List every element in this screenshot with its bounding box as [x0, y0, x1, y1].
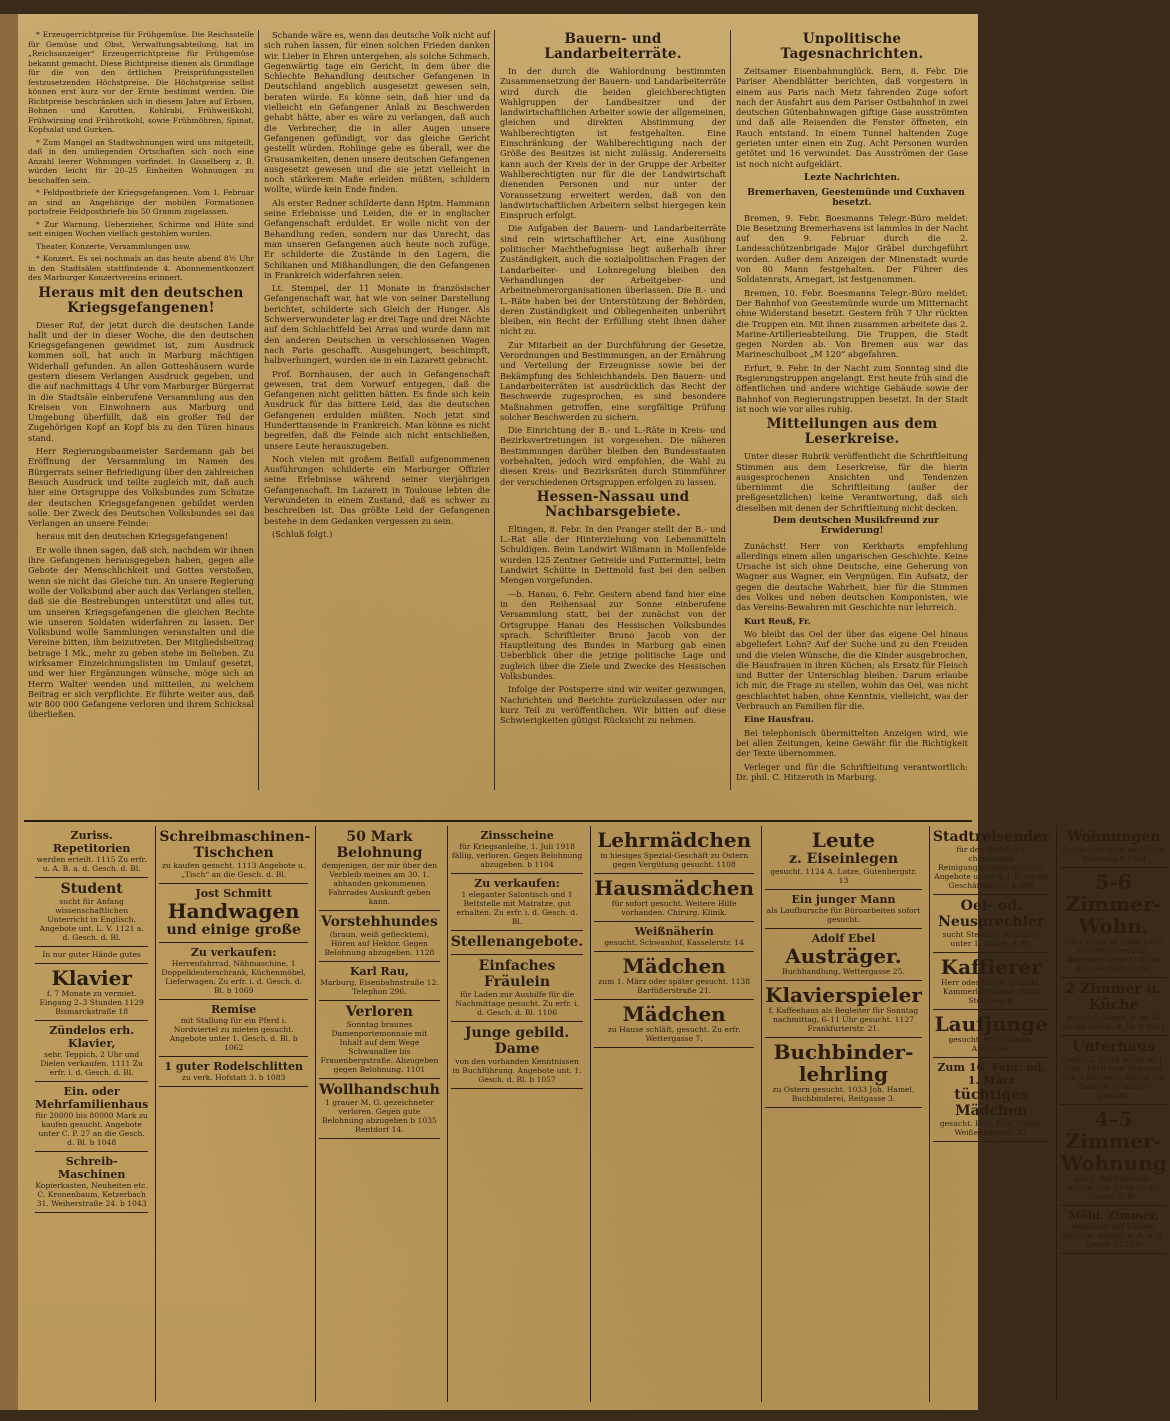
ad-heading: Schreib-Maschinen [57, 1155, 126, 1181]
ad-heading: und einige große [166, 922, 301, 938]
reader-letter: Wo bleibt das Oel der über das eigene Oel hinaus abgeliefert Lohn? Auf der Suche und zu den Freuden und die vielen Wünsche, die die Kinder ausgebrochen, die Hausfrauen in ihren Küchen; als Ersatz für Fleisch und Butter der Unterschlag bleiben. Darum erlaube ich mir, die Frage zu stellen, wohin das Oel, was nicht geschlachtet haben, ohne Kenntnis, vielleicht, was der Verbrauch an Familien für die. [736, 628, 968, 712]
ad-text: Herr oder Dame, gesucht. Kammerlichtspiele, 1040 Steinweg 4. [940, 978, 1042, 1005]
ad-heading: Handwagen [167, 899, 300, 923]
ad-heading: Schreibmaschinen-Tischchen [159, 829, 311, 861]
ad-text: Buchhandlung, Wettergasse 25. [782, 967, 905, 976]
ad-column [315, 826, 443, 1402]
ad-text: per 1. April gesucht. Angeb. unt. 1106 an die Gesch. d. Bl. [1067, 1174, 1160, 1201]
column-4 [736, 30, 968, 810]
classified-ad [1060, 868, 1166, 978]
article-paragraph: heraus mit den deutschen Kriegsgefangenen! [36, 531, 229, 542]
section-headline: Mitteilungen aus dem Leserkreise. [766, 416, 938, 448]
ad-heading: Einfaches Fräulein [478, 958, 556, 990]
ad-text: zu verk. Hofstatt 3. b 1083 [181, 1073, 286, 1082]
classified-ad [319, 911, 440, 962]
ad-text: Marburg, Eisenbahnstraße 12. Telephon 296. [320, 978, 439, 996]
ad-text: sucht Stellung. Angebote unter 1. Gesch. d. Bl. [942, 930, 1040, 948]
ad-heading: Verloren [345, 1004, 413, 1020]
local-notice: * Feldpostbriefe der Kriegsgefangenen. Vom 1. Februar an sind an Angehörige der mobilen Formationen portofreie Feldpostbriefe bis 50 Gramm zugelassen. [28, 188, 254, 216]
article-paragraph: Prof. Bornhausen, der auch in Gefangenschaft gewesen, trat dem Vorwurf entgegen, daß die Gefangenen nicht gelitten hätten. Es finde sich kein Ausdruck für das bittere Leid, das die deutschen Gefangenen erdulden müßten. Noch jetzt sind Hunderttausende in Frankreich. Man könne es nicht begreifen, daß die Feinde sich nicht entschließen, unsere Leute herauszugeben. [264, 368, 490, 451]
classified-ad [1060, 1105, 1166, 1206]
classified-ad [159, 1057, 308, 1087]
local-notice: * Konzert. Es sei nochmals an das heute abend 8½ Uhr in den Stadtsälen stattfindende 4. Abonnementkonzert des Marburger Konzertvereins erinnert. [28, 254, 254, 282]
classified-ad [1060, 1206, 1166, 1254]
classified-ad [35, 1021, 148, 1082]
reader-letter: Zunächst! Herr von Kerkharts empfehlung allerdings einem allen ungarischen Geschichte. Keine Ursache ist sich ohne Deutsche, eine Geherung von Wagner aus Wagner, ein Vergnügen. Ein Aufsatz, der gegen die deutsche Wahrheit, hier für die Stimmen des Volkes und neben deutschen Komponisten, wie das Vereins-Bewahren mit Geschichte nur lehrreich. [736, 540, 968, 613]
ad-text: für den Vertrieb v. chemischen Reinigungsmitteln gesucht. Angebote unter A. J. B. an die Geschäftsstelle. b 990 [934, 845, 1049, 890]
ad-heading: Zuriss. Repetitorien [52, 829, 131, 855]
classified-ad [35, 1082, 148, 1152]
ad-column [155, 826, 311, 1402]
classified-ad [765, 826, 922, 890]
classified-ad [35, 964, 148, 1021]
ad-text: mit Stallung für ein Pferd i. Nordviertel zu mieten gesucht. Angebote unter 1. Gesch. d. Bl. b 1062 [169, 1016, 298, 1052]
classified-ad [451, 826, 584, 874]
ad-text: zu Hause schläft, gesucht. Zu erfr. Wettergasse 7. [607, 1025, 741, 1043]
ad-heading: Zündelos erh. Klavier, [49, 1024, 135, 1050]
classified-ad [594, 826, 754, 874]
classified-ad [594, 922, 754, 952]
article-paragraph: Er wolle ihnen sagen, daß sich, nachdem wir ihnen ihre Gefangenen herausgegeben haben, gegen alle Gebote der Menschlichkeit und Gottes verstoßen, wenn sie nicht das Gleiche tun. An unsere Regierung wolle der Volksbund aber auch das Verlangen stellen, daß sie die Bestrebungen unterstützt und alles tut, um unseren Kriegsgefangenen die gleichen Rechte wie unseren Soldaten widerfahren zu lassen. Der Volksbund wolle Sammlungen veranstalten und die Vereine bitten, ihm beizutreten. Der Mitgliedsbeitrag betrage 1 Mk., mehr zu geben stehe im Belieben. Zu wirksamer Einzeichnungslisten im Umlauf gesetzt, und wer hier Ergänzungen wünsche, möge sich an Herrn Walter wenden und mitteilen, zu welchem Beitrag er sich verpflichte. Er führte weiter aus, daß wir 800 000 Gefangene verloren und ihrem Schicksal überließen. [28, 544, 254, 720]
classified-ad [765, 1038, 922, 1108]
classified-ad [319, 826, 440, 911]
ad-heading: Zinsscheine [480, 829, 554, 842]
adjacent-page-edge [0, 14, 18, 1410]
column-1 [28, 30, 254, 810]
ad-heading: Zu verkaufen: [474, 877, 560, 890]
classified-ad [35, 878, 148, 947]
ad-text: als Laufbursche für Büroarbeiten sofort gesucht. [766, 906, 921, 924]
ad-heading: Mädchen [622, 1002, 726, 1026]
classified-ad [451, 955, 584, 1022]
classified-ad [319, 962, 440, 1001]
ad-heading: Jost Schmitt [195, 887, 272, 900]
ad-text: Kopierkasten, Neuheiten etc. C. Kronenbaum, Ketzerbach 31. Weiherstraße 24. b 1043 [35, 1181, 148, 1208]
ad-heading: Leute [811, 828, 876, 852]
classified-ads [32, 826, 1167, 1402]
reader-letter: Unter dieser Rubrik veröffentlicht die Schriftleitung Stimmen aus dem Leserkreise, für die hierin ausgesprochenen Ansichten und Tendenzen übernimmt die Schriftleitung (außer der preßgesetzlichen) keine Verantwortung, daß sich dieselben mit denen der Schriftleitung nicht decken. [736, 451, 968, 513]
ad-text: 1 grauer M. G. gezeichneter verloren. Gegen gute Belohnung abzugeben b 1035 Rentdorf 14. [322, 1098, 437, 1134]
ad-text: gesucht. 987 Einhorn-Apotheke. [948, 1035, 1034, 1053]
ad-heading: Unterhaus [1072, 1039, 1155, 1055]
classified-ad [765, 929, 922, 981]
ad-heading: 2 Zimmer u. Küche [1065, 981, 1162, 1013]
ad-text: möglichst mit Klavier, gesucht. Angeb. u. A. 4. d. Gesch. 1133 b [1062, 1222, 1165, 1249]
article-paragraph: Herr Regierungsbaumeister Sardemann gab bei Eröffnung der Versammlung im Namen des Bürgerrats seiner Befriedigung über den zahlreichen Besuch Ausdruck und teilte zugleich mit, daß auch hier eine Ortsgruppe des Volksbundes zum Schutze der deutschen Kriegsgefangenen gebildet werden solle. Der Zweck des Deutschen Volksbundes sei das Verlangen an unsere Feinde: [28, 446, 254, 529]
ad-heading: tüchtiges Mädchen [954, 1087, 1029, 1119]
ad-text: gesucht. Angeb. u. W. 58 an die Gesch. d. Bl. b 1061 [1061, 1013, 1166, 1031]
section-headline: Unpolitische Tagesnachrichten. [780, 31, 924, 62]
ad-heading: Lehrmädchen [597, 828, 752, 852]
ad-heading: Möbl. Zimmer, [1068, 1209, 1159, 1222]
ad-text: für Laden zur Aushilfe für die Nachmittage gesucht. Zu erfr. i. d. Gesch. d. Bl. 1106 [455, 990, 579, 1017]
news-item: Eltingen, 8. Febr. In den Pranger stellt der B.- und L.-Rat alle der Hinterziehung von Lebensmitteln Schuldigen. Beim Landwirt Wißmann in Mollenfelde wurden 125 Zentner Getreide und Futtermittel, beim Landwirt Schütte in Dettmold fast bei den selben Mengen vorgefunden. [500, 523, 726, 586]
news-item: Bremen, 10. Febr. Boesmanns Telegr.-Büro meldet: Der Bahnhof von Geestemünde wurde um Mitternacht ohne Widerstand besetzt. Gestern früh 7 Uhr rückten die Truppen ein. Mit ihnen zusammen arbeitete das 2. Marine-Artillerieabteilung. Die Truppen, die Stadt gegen Norden ab. Von Bremen aus war das Marineschulboot „M 120“ abgefahren. [736, 287, 968, 360]
local-notice: Theater, Konzerte, Versammlungen usw. [36, 241, 191, 251]
reader-letter: Kurt Reuß, Fr. [744, 615, 811, 626]
classified-ad [451, 931, 584, 955]
newspaper-page [18, 14, 1167, 1410]
ad-heading: Wollhandschuh [319, 1082, 440, 1098]
classified-ad [319, 1001, 440, 1079]
ad-text: in hiesiges Spezial-Geschäft zu Ostern gegen Vergütung gesucht. 1108 [600, 851, 749, 869]
ad-text: von den vorhanden Kenntnissen in Buchführung. Angebote unt. 1. Gesch. d. Bl. b 1057 [452, 1057, 582, 1084]
ad-heading: Zum 16. Febr. od. 1. März [937, 1061, 1046, 1087]
news-item: Infolge der Postsperre sind wir weiter gezwungen, Nachrichten und Berichte zurückzulassen oder nur kurz Teil zu veröffentlichen. Wir bitten auf diese Schwierigkeiten gütigst Rücksicht zu nehmen. [500, 684, 726, 726]
reader-letter: Bei telephonisch übermittelten Anzeigen wird, wie bei allen Zeitungen, keine Gewähr für die Richtigkeit der Texte übernommen. [736, 727, 968, 759]
ad-heading: Stadtreisender [932, 829, 1050, 845]
subsection-headline: Lezte Nachrichten. [803, 172, 900, 183]
local-notice: * Zur Warnung. Ueberzieher, Schirme und Hüte sind seit einigen Wochen vielfach gestohlen worden. [28, 219, 254, 238]
ad-text: In nur guter Hände gutes [42, 950, 141, 959]
ad-heading: Ein. oder Mehrfamilienhaus [35, 1085, 149, 1111]
ad-heading: Zu verkaufen: [190, 946, 277, 959]
ad-column [32, 826, 151, 1402]
ad-text: f. Kaffeehaus als Begleiter für Sonntag nachmittag, 6–11 Uhr gesucht. 1127 Frankfurterstr. 21. [768, 1006, 919, 1033]
ad-heading: Vorstehhundes [321, 914, 438, 930]
ad-text: oder Etage in guter Lage zu mieten gesucht. Angebote unter O. Z. an die Geschäftsstelle. [1065, 937, 1163, 973]
article-paragraph: Die Aufgaben der Bauern- und Landarbeiterräte sind rein wirtschaftlicher Art, eine Ausübung politischer Machtbefugnisse liegt außerhalb ihrer Zuständigkeit, auch die sozialpolitischen Fragen der Landarbeiter- und Lohnregelung bleiben den Verhandlungen der Arbeitgeber- und Arbeitnehmerorganisationen überlassen. Die B.- und L.-Räte haben bei der Unterstützung der Behörden, deren Zuständigkeit und Obliegenheiten unberührt bleiben, ein Recht der Erfüllung steht ihnen daher nicht zu. [500, 223, 726, 337]
news-item: Bremerhaven, Geestemünde und Cuxhaven besetzt. [747, 187, 965, 209]
ad-text: gesucht. 1124 A. Lotze, Gutenbergstr. 13 [770, 867, 917, 885]
column-rule [494, 30, 495, 790]
classified-ad [1060, 826, 1166, 868]
ad-heading: Stellenangebote. [450, 934, 584, 950]
classified-ad [35, 826, 148, 878]
ad-heading: Mädchen [622, 954, 726, 978]
section-headline: Bauern- und Landarbeiterräte. [544, 31, 682, 62]
ad-text: Sonntag braunes Damenportemonnaie mit Inhalt auf dem Wege Schwanallee bis Frauenbergstraße. Abzugeben gegen Belohnung. 1101 [320, 1020, 439, 1074]
classified-ad [319, 1079, 440, 1139]
article-paragraph: Dieser Ruf, der jetzt durch die deutschen Lande hallt und der in dieser Woche, die den deutschen Kriegsgefangenen gewidmet ist, zum Ausdruck kommen soll, hat auch in Marburg mächtigen Widerhall gefunden. An allen Gotteshäusern wurde gestern diesem Verlangen Ausdruck gegeben, und die auf nachmittags 4 Uhr vom Marburger Bürgerrat in die Stadtsäle einberufene Versammlung aus den Kreisen von Einwohnern aus Marburg und Umgebung überfüllt, daß ein großer Teil der Zugehörigen Kopf an Kopf bis zu den Türen hinaus stand. [28, 319, 254, 443]
news-item: —b. Hanau, 6. Febr. Gestern abend fand hier eine in den Reihensaal zur Sonne einberufene Versammlung statt, bei der zunächst von der Ortsgruppe Hanau des Hessischen Volksbundes sprach. Schriftleiter Bruno Jacob von der Hauptleitung des Bundes in Marburg gab einen Ueberblick über die jetzige politische Lage und zugleich über die Ziele und Zwecke des Hessischen Volksbundes. [500, 588, 726, 682]
news-item: Bremen, 9. Febr. Boesmanns Telegr.-Büro meldet: Die Besetzung Bremerhavens ist lammlos in der Nacht auf den 9. Februar durch die 2. Landesschützenbrigade Major Gräbel durchgeführt worden. Außer dem Anzeigen der Minenstadt wurde von 80 Mann festgehalten. Der Führer des Soldatenrats, Arnegart, ist festgenommen. [736, 212, 968, 285]
article-paragraph: Noch vielen mit großem Beifall aufgenommenen Ausführungen schilderte ein Marburger Offizier seine Erlebnisse während seiner vierjährigen Gefangenschaft. Im Lazarett in Toulouse lebten die Verwundeten in einem Zustand, daß es schwer zu beschreiben ist. Das größte Leid der Gefangenen bestehe in dem Gedanken vergessen zu sein. [264, 453, 490, 526]
ad-heading: Student [60, 881, 123, 897]
reader-letter: Verleger und für die Schriftleitung verantwortlich: Dr. phil. C. Hitzeroth in Marburg. [736, 761, 968, 782]
classified-ad [451, 1022, 584, 1089]
ad-heading: Buchbinder-lehrling [773, 1040, 914, 1086]
classified-ad [1060, 1036, 1166, 1105]
ad-heading: Laufjunge [934, 1012, 1048, 1036]
column-2 [264, 30, 490, 810]
article-headline: Heraus mit den deutschen Kriegsgefangenen! [38, 284, 244, 316]
news-item: Zeitsamer Eisenbahnunglück. Bern, 8. Febr. Die Pariser Abendblätter berichten, daß vorgestern in einem aus Paris nach Metz fahrenden Zuge sofort nach der Ausfahrt aus dem Pariser Ostbahnhof in zwei deutschen Gütenbahnwagen giftige Gase ausströmten und daß alle Reisenden die Fenster öffneten, ein Rauch entstand. In einem Tunnel haltenden Zuge gerieten unter einen ein Zug. Acht Personen wurden getötet und 16 verwundet. Das Ausströmen der Gase ist noch nicht aufgeklärt. [736, 66, 968, 169]
ad-text: werden erteilt. 1115 Zu erfr. u. A. B. a. d. Gesch. d. Bl. [36, 855, 147, 873]
article-paragraph: In der durch die Wahlordnung bestimmten Zusammensetzung der Bauern- und Landarbeiterräte wird durch die beiden gleichberechtigten Wahlgruppen der Landbesitzer und der landwirtschaftlichen Arbeiter sowie der allgemeinen, gleichen und direkten Abstimmung der Wahlberechtigten ist festgehalten. Eine Einschränkung der Wahlberechtigung nach der Größe des Besitzes ist nicht zulässig. Andererseits kann auch der Kreis der in der Gruppe der Arbeiter Wahlberechtigten nur für die der Landwirtschaft dienenden Personen und nur unter der Voraussetzung erweitert werden, daß von den landwirtschaftlichen Arbeitern selbst hiergegen kein Einspruch erfolgt. [500, 66, 726, 221]
ad-heading: Remise [211, 1003, 257, 1016]
section-headline: Hessen-Nassau und Nachbarsgebiete. [536, 488, 690, 520]
ad-heading: Oel- od. Neusprechler [938, 898, 1045, 930]
column-rule [258, 30, 259, 790]
classified-ad [933, 1058, 1050, 1142]
ad-text: Suche eine gute möblierte Wohnung b 1064 [1062, 845, 1165, 863]
ad-text: sucht für Anfang wissenschaftlichen Unterricht in Englisch. Angebote unt. L. V. 1121 a. d. Gesch. d. Bl. [39, 897, 144, 942]
ad-heading: Hausmädchen [594, 876, 755, 900]
ad-text: für sofort gesucht. Weitere Hilfe vorhanden. Chirurg. Klinik. [611, 899, 737, 917]
ad-column [929, 826, 1053, 1402]
ad-heading: Junge gebild. Dame [464, 1025, 570, 1057]
article-paragraph: Schande wäre es, wenn das deutsche Volk nicht auf sich ruhen lassen, für einen solchen Frieden danken wir. Lieber in Ehren untergehen, als solche Schmach. Gegenwärtig tage ein Gericht, in dem über die Schlechte Behandlung deutscher Gefangenen in Deutschland angeblich ausgesetzt gewesen sein, beraten würde. Es könne sein, daß hier und da vielleicht ein Gefangener Anlaß zu Beschwerden gehabt hätte, aber es wäre zu verlangen, daß auch die Verbrecher, die in aller Augen unsere Gefangenen gefündigt, vor das gleiche Gericht gestellt würden. Rohlinge gebe es überall, wer die Grausamkeiten, denen unsere deutschen Gefangenen ausgesetzt gewesen und die sie jetzt vielleicht in noch stärkerem Maße erleiden müßten, schildern wollte, würde kein Ende finden. [264, 30, 490, 195]
ad-column [447, 826, 587, 1402]
ad-column [1056, 826, 1169, 1402]
classified-ad [933, 1010, 1050, 1058]
classified-ad [594, 874, 754, 922]
classified-ad [35, 947, 148, 964]
article-paragraph: Die Einrichtung der B.- und L.-Räte in Kreis- und Bezirksvertretungen ist vorgesehen. Die näheren Bestimmungen darüber bleiben den Bundesstaaten vorbehalten, jedoch wird empfohlen, die Wahl zu diesen Kreis- und Bezirksräten durch Stimmführer der verschiedenen Ortsgruppen erfolgen zu lassen. [500, 425, 726, 487]
ad-text: zum 1. März oder später gesucht. 1138 Barfüßerstraße 21. [598, 977, 751, 995]
reader-letter: Eine Hausfrau. [744, 714, 814, 725]
local-notice: * Zum Mangel an Stadtwohnungen wird uns mitgeteilt, daß in den umliegenden Ortschaften sich noch eine Anzahl leerer Wohnungen vorfindet. In Gisselberg z. B. würden leicht für 20–25 Einheiten Wohnungen zu beschaffen sein. [28, 137, 254, 185]
classified-ad [35, 1152, 148, 1213]
ad-text: für Kriegsanleihe, 1. Juli 1918 fällig, verloren. Gegen Belohnung abzugeben. b 1104 [451, 842, 583, 869]
ad-heading: Weißnäherin [634, 925, 714, 938]
ad-text: Herrenfahrrad, Nähmaschine, 1 Doppelkleiderschrank, Küchenmöbel, Lieferwagen. Zu erfr. i. d. Gesch. d. Bl. b 1069 [161, 959, 307, 995]
classified-ad [933, 895, 1050, 953]
classified-ad [159, 1000, 308, 1057]
ad-heading: z. Eiseinlegen [788, 851, 899, 867]
ad-column [590, 826, 757, 1402]
ad-heading: Kaffierer [940, 955, 1042, 979]
ad-heading: Klavier [51, 966, 132, 990]
ad-heading: Klavierspieler [765, 983, 922, 1007]
ad-text: sehr. Teppich, 2 Uhr und Dielen verkaufen. 1111 Zu erfr. i. d. Gesch. d. Bl. [40, 1050, 143, 1077]
column-rule [730, 30, 731, 790]
classified-ad [159, 826, 311, 884]
ad-text: f. 7 Monate zu vermiet. Eingang 2–3 Stunden 1129 Bismarckstraße 18 [39, 989, 144, 1016]
classified-ad [933, 953, 1050, 1010]
ad-heading: 4–5 Zimmer-Wohnung [1060, 1107, 1167, 1175]
ad-text: gesucht. Frau Prof. Tiebel, Weißenburgstr. 30. [939, 1119, 1043, 1137]
ad-column [761, 826, 925, 1402]
classified-ad [451, 874, 584, 931]
ad-text: demjenigen, der mir über den Verbleib meines am 30. 1. abhanden gekommenen Fahrrades Auskunft geben kann. [321, 861, 438, 906]
ad-heading: 1 guter Rodelschlitten [164, 1060, 303, 1073]
classified-ad [933, 826, 1050, 895]
ad-text: (braun, weiß geflecktem), Hören auf Hektor. Gegen Belohnung abzugeben. 1128 [324, 930, 435, 957]
ad-text: 1 eleganter Salontisch und 1 Bettstelle mit Matratze, gut erhalten. Zu erfr. i. d. Gesch. d. Bl. [456, 890, 578, 926]
classified-ad [159, 943, 308, 1000]
ad-text: für 20000 bis 80000 Mark zu kaufen gesucht. Angebote unter C. P. 27 an die Gesch. d. Bl. b 1048 [35, 1111, 148, 1147]
ads-divider [24, 820, 972, 822]
ad-heading: Karl Rau, [350, 965, 409, 978]
classified-ad [1060, 978, 1166, 1036]
ad-text: zu Ostern gesucht. 1033 Joh. Hamel, Buchbinderei, Reitgasse 3. [772, 1085, 915, 1103]
ad-text: gesucht. Schwanhof, Kasselerstr. 14 [604, 938, 744, 947]
column-3 [500, 30, 726, 810]
classified-ad [594, 1000, 754, 1048]
ad-heading: Ein junger Mann [791, 893, 896, 906]
article-paragraph: Lt. Stempel, der 11 Monate in französischer Gefangenschaft war, hat wie von seiner Darstellung berichtet, schilderte sich Gleich der Hunger. Als Schwerverwundeter lag er drei Tage und drei Nächte auf dem Schlachtfeld bei Arras und wurde dann mit den anderen Deutschen in verschlossenen Wagen nach Paris geschafft. Ausgehungert, beschimpft, halbverhungert, wurden sie in ein Lazarett gebracht. [264, 283, 490, 366]
ad-heading: Austräger. [785, 944, 902, 968]
article-paragraph: Zur Mitarbeit an der Durchführung der Gesetze, Verordnungen und Bestimmungen, an der Ernährung und Verteilung der Erzeugnisse sowie bei der Bekämpfung des Schleichhandels. Den Bauern- und Landarbeiterräten ist ausdrücklich das Recht der Beschwerde zugesprochen, es sind besondere Maßnahmen getroffen, eine sorgfältige Prüfung solcher Beschwerden zu sichern. [500, 339, 726, 422]
ad-heading: 5-6 Zimmer-Wohn. [1065, 870, 1162, 938]
classified-ad [765, 981, 922, 1038]
ad-text: Gegen 2. Stock fertig ist 1. Febr. 1919 eine Wohnung von 3 Zimmern, Küche mit Zubehör zu mieten gesucht. [1061, 1055, 1166, 1100]
ad-heading: 50 Mark Belohnung [336, 829, 423, 861]
classified-ad [765, 890, 922, 929]
local-notice: * Erzeugerrichtpreise für Frühgemüse. Die Reichsstelle für Gemüse und Obst, Verwaltungsabteilung, hat im „Reichsanzeiger“ Erzeugerrichtpreise für Frühgemüse bekannt gemacht. Diese Richtpreise dienen als Grundlage für die von den örtlichen Preisprüfungsstellen festzusetzenden Höchstpreise. Die Höchstpreise selbst können erst kurz vor der Ernte bestimmt werden. Die Richtpreise beschränken sich in diesem Jahre auf Erbsen, Bohnen und Karotten, Kohlrabi, Frühweißkohl, Frühwirsing und Frührotkohl, sowie Frühmöhren, Spinat, Kopfsalat und Gurken. [28, 30, 254, 134]
ad-text: zu kaufen gesucht. 1113 Angebote u. „Tisch“ an die Gesch. d. Bl. [162, 861, 306, 879]
ad-heading: Wohnungen [1066, 829, 1161, 845]
ad-heading: Adolf Ebel [811, 932, 876, 945]
article-paragraph: Als erster Redner schilderte dann Hptm. Hammann seine Erlebnisse und Leiden, die er in englischer Gefangenschaft erduldet. Er wolle nicht von der Behandlung reden, sondern nur das Unrecht, das man unseren Gefangenen auch heute noch zufüge. Er schilderte die Zustände in den Lagern, die Schikanen und Mißhandlungen, die den Gefangenen in Frankreich widerfahren seien. [264, 197, 490, 280]
article-paragraph: (Schluß folgt.) [272, 528, 333, 539]
classified-ad [159, 884, 308, 943]
reader-letter: Dem deutschen Musikfreund zur Erwiderung! [773, 515, 939, 537]
news-item: Erfurt, 9. Febr. In der Nacht zum Sonntag sind die Regierungstruppen angelangt. Erst heute früh sind die öffentlichen und andere wichtige Gebäude sowie der Bahnhof von Regierungstruppen besetzt. In der Stadt ist noch wie vor alles ruhig. [736, 362, 968, 414]
classified-ad [594, 952, 754, 1000]
